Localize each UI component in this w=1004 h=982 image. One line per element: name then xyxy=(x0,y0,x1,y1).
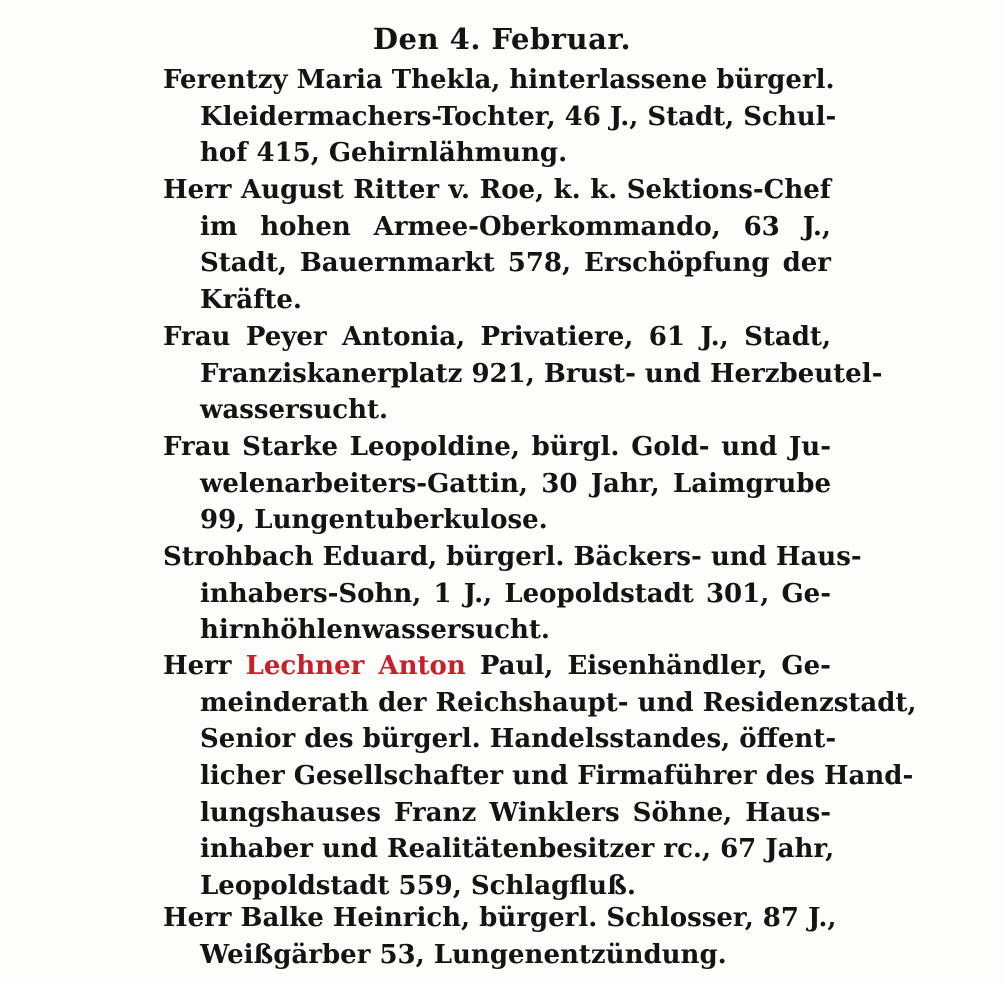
entry-first-line xyxy=(163,648,831,685)
entry-line: Leopoldstadt 559, Schlagfluß. xyxy=(200,871,636,902)
entry-line: Strohbach Eduard, bürgerl. Bäckers- und Haus- xyxy=(163,542,862,572)
entry-line: licher Gesellschafter und Firmaführer des Hand- xyxy=(200,761,914,792)
entry-line: wassersucht. xyxy=(200,395,389,426)
entry-line: Herr August Ritter v. Roe, k. k. Sektions-Chef xyxy=(163,175,831,205)
entry-line: meinderath der Reichshaupt- und Residenzstadt, xyxy=(200,687,917,718)
entry-line: 99, Lungentuberkulose. xyxy=(200,505,548,536)
entry-line: im hohen Armee-Oberkommando, 63 J., xyxy=(200,211,831,242)
entry-line: lungshauses Franz Winklers Söhne, Haus- xyxy=(200,797,831,828)
death-notice-entry xyxy=(163,900,837,973)
entry-line: hof 415, Gehirnlähmung. xyxy=(200,138,568,169)
title-prefix: Herr xyxy=(163,651,232,681)
entry-line: welenarbeiters-Gattin, 30 Jahr, Laimgrube xyxy=(200,468,831,499)
entry-line: Herr Balke Heinrich, bürgerl. Schlosser, 87 J., xyxy=(163,903,837,933)
entry-line: Senior des bürgerl. Handelsstandes, öffent- xyxy=(200,724,837,755)
death-notice-entry-highlighted xyxy=(163,648,917,905)
death-notice-entry xyxy=(163,539,862,649)
entry-line: Kleidermachers-Tochter, 46 J., Stadt, Schul- xyxy=(200,101,837,132)
death-notice-entry xyxy=(163,429,831,539)
entry-line: Franziskanerplatz 921, Brust- und Herzbeutel- xyxy=(200,358,883,389)
entry-line: hirnhöhlenwassersucht. xyxy=(200,615,550,646)
date-heading: Den 4. Februar. xyxy=(372,22,632,56)
entry-line: Frau Peyer Antonia, Privatiere, 61 J., Stadt, xyxy=(163,322,831,352)
highlighted-name: Lechner Anton xyxy=(245,651,466,681)
death-notice-entry xyxy=(163,62,837,172)
entry-line: Kräfte. xyxy=(200,285,302,316)
entry-line: Stadt, Bauernmarkt 578, Erschöpfung der xyxy=(200,248,831,279)
entry-line: Frau Starke Leopoldine, bürgl. Gold- und Ju- xyxy=(163,432,831,462)
death-notice-entry xyxy=(163,172,831,319)
entry-line: Ferentzy Maria Thekla, hinterlassene bürgerl. xyxy=(163,65,835,95)
entry-line: Weißgärber 53, Lungenentzündung. xyxy=(200,939,727,970)
death-notice-entry xyxy=(163,319,883,429)
entry-line-rest: Paul, Eisenhändler, Ge- xyxy=(479,651,831,681)
entry-line: inhabers-Sohn, 1 J., Leopoldstadt 301, Ge- xyxy=(200,578,831,609)
entry-line: inhaber und Realitätenbesitzer rc., 67 Jahr, xyxy=(200,834,835,865)
